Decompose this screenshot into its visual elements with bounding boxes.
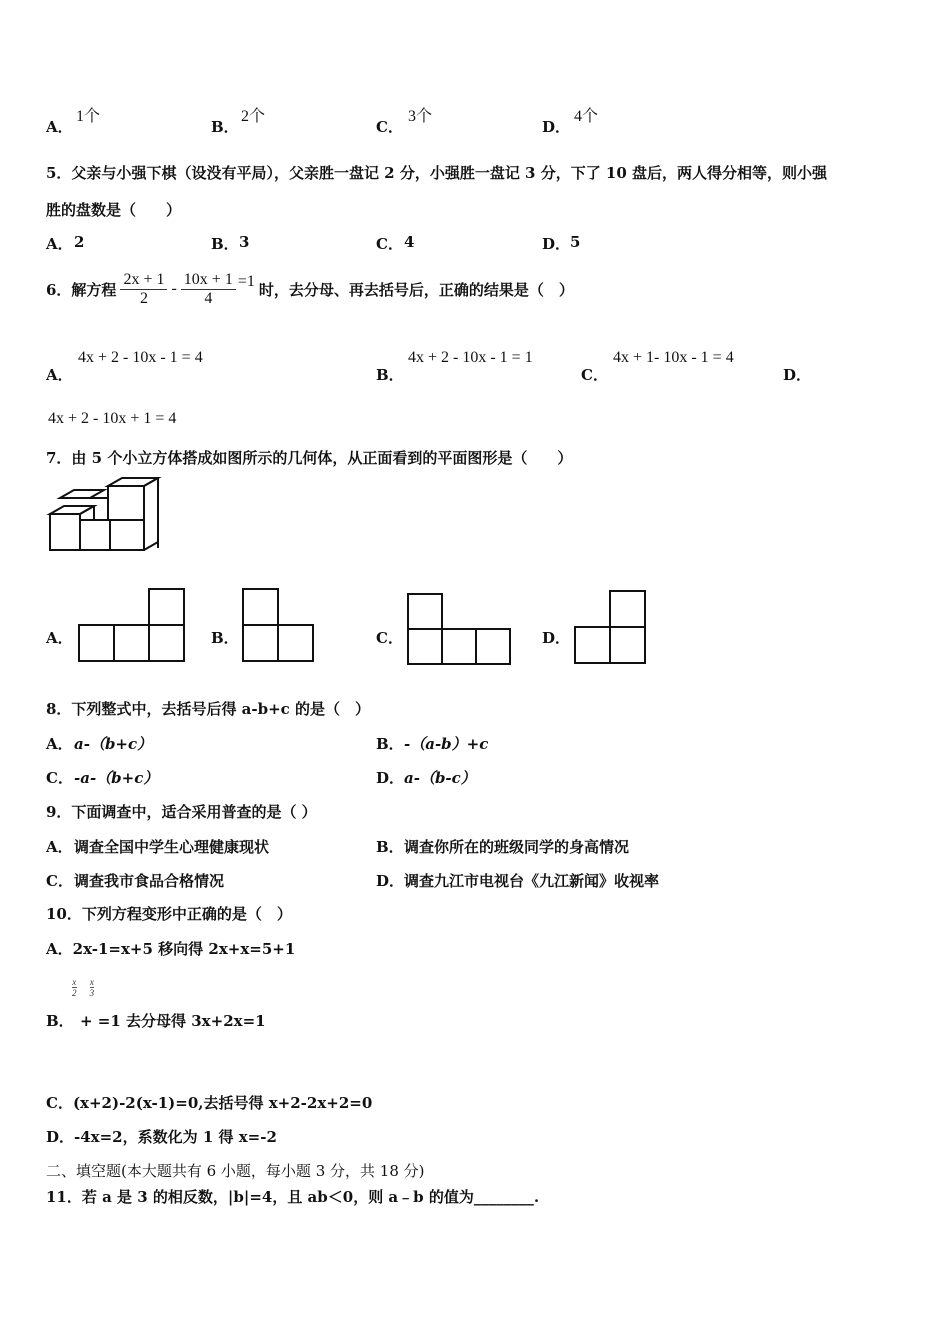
- q9-option-c-text: 调查我市食品合格情况: [74, 872, 225, 890]
- q7-option-d-figure: [572, 589, 650, 667]
- q10-option-b-fraction-2: [90, 977, 95, 998]
- q6-option-b-letter: B．: [376, 366, 404, 384]
- q6-option-c-text: 4x + 1- 10x - 1 = 4: [613, 349, 734, 366]
- q7-option-b-figure: [240, 587, 318, 665]
- q4-option-c-letter: C．: [376, 118, 403, 136]
- q7-option-c-figure: [405, 592, 517, 668]
- cube-front-left: [50, 514, 80, 550]
- q6-option-a-letter: A．: [46, 366, 73, 384]
- q9-stem: 9．下面调查中，适合采用普查的是（ ）: [46, 803, 317, 821]
- square: [243, 625, 278, 661]
- cube-front-middle: [80, 520, 110, 550]
- cube-top-back: [60, 490, 104, 498]
- square: [442, 629, 476, 664]
- square: [79, 625, 114, 661]
- cube-edge: [144, 542, 158, 550]
- q6-minus: -: [171, 280, 177, 297]
- q8-option-a-letter: A．: [46, 735, 73, 753]
- cube-edge: [144, 478, 158, 486]
- q6-fraction-1: [120, 271, 167, 308]
- q9-option-c-letter: C．: [46, 872, 73, 890]
- q8-option-d-letter: D．: [376, 769, 405, 787]
- q6-fraction-2: [181, 271, 236, 308]
- q6-option-d-letter: D．: [783, 366, 812, 384]
- q6-option-b-text: 4x + 2 - 10x - 1 = 1: [408, 349, 533, 366]
- q4-option-c-text: 3个: [408, 108, 433, 125]
- q5-option-b-text: 3: [239, 233, 250, 251]
- q8-option-a-text: a-（b+c）: [74, 735, 153, 753]
- q4-option-a-text: 1个: [76, 108, 101, 125]
- square: [610, 627, 645, 663]
- q6-fraction-2-denominator: 4: [204, 289, 213, 307]
- q9-option-d-letter: D．: [376, 872, 405, 890]
- q10-option-b-fraction-2-numerator: x: [89, 977, 94, 987]
- q6-stem-prefix: 6．解方程: [46, 280, 117, 299]
- q9-option-d-text: 调查九江市电视台《九江新闻》收视率: [404, 872, 660, 890]
- q5-option-d-text: 5: [570, 233, 581, 251]
- q5-option-c-text: 4: [404, 233, 415, 251]
- square: [243, 589, 278, 625]
- q8-option-b-text: -（a-b）+c: [404, 735, 489, 753]
- q8-option-c-letter: C．: [46, 769, 73, 787]
- q7-option-c-letter: C．: [376, 629, 403, 647]
- q7-option-a-letter: A．: [46, 629, 73, 647]
- q6-stem: [46, 264, 574, 314]
- q11-stem: 11．若 a 是 3 的相反数，|b|=4，且 ab＜0，则 a﹣b 的值为________.: [46, 1188, 540, 1206]
- q6-fraction-2-numerator: 10x + 1: [181, 271, 236, 290]
- q6-option-d-text: 4x + 2 - 10x + 1 = 4: [48, 410, 177, 427]
- q6-fraction-1-denominator: 2: [139, 289, 148, 307]
- square: [149, 625, 184, 661]
- cube-upper-right: [108, 486, 144, 520]
- square: [278, 625, 313, 661]
- q9-option-b-letter: B．: [376, 838, 404, 856]
- q6-equals: =1: [237, 273, 255, 290]
- cube-edge: [80, 506, 94, 514]
- q8-option-c-text: -a-（b+c）: [74, 769, 159, 787]
- q10-option-b-text: + =1 去分母得 3x+2x=1: [80, 1012, 266, 1030]
- q10-option-b-fraction-1-denominator: 2: [72, 988, 77, 998]
- q7-option-a-figure: [76, 587, 188, 665]
- q10-option-b-letter: B．: [46, 1012, 74, 1030]
- q7-solid-figure: [44, 476, 164, 558]
- q9-option-b-text: 调查你所在的班级同学的身高情况: [404, 838, 630, 856]
- q6-fraction-1-numerator: 2x + 1: [120, 271, 167, 290]
- q10-option-b-fraction-2-denominator: 3: [89, 988, 95, 998]
- q5-stem-line1: 5．父亲与小强下棋（设没有平局），父亲胜一盘记 2 分，小强胜一盘记 3 分，下了 10 盘后，两人得分相等，则小强: [46, 164, 828, 182]
- square: [408, 594, 442, 629]
- q10-option-d: D．-4x=2，系数化为 1 得 x=-2: [46, 1128, 277, 1146]
- q6-option-a-text: 4x + 2 - 10x - 1 = 4: [78, 349, 203, 366]
- cube-front-right: [110, 520, 144, 550]
- q4-option-a-letter: A．: [46, 118, 73, 136]
- q5-option-a-letter: A．: [46, 235, 73, 253]
- q10-stem: 10．下列方程变形中正确的是（ ）: [46, 905, 292, 923]
- q4-option-d-letter: D．: [542, 118, 571, 136]
- q10-option-b-fraction-1: [72, 977, 77, 998]
- q8-option-b-letter: B．: [376, 735, 404, 753]
- q5-option-d-letter: D．: [542, 235, 571, 253]
- square: [149, 589, 184, 625]
- q9-option-a-text: 调查全国中学生心理健康现状: [74, 838, 270, 856]
- q8-option-d-text: a-（b-c）: [404, 769, 476, 787]
- q10-option-b-fractions: [72, 977, 94, 998]
- q10-option-b-fraction-1-numerator: x: [72, 977, 77, 987]
- q5-option-c-letter: C．: [376, 235, 403, 253]
- q5-option-b-letter: B．: [211, 235, 239, 253]
- q7-option-b-letter: B．: [211, 629, 239, 647]
- q4-option-d-text: 4个: [574, 108, 599, 125]
- square: [476, 629, 510, 664]
- q10-option-a: A．2x-1=x+5 移向得 2x+x=5+1: [46, 940, 296, 958]
- q6-stem-suffix: 时，去分母、再去括号后，正确的结果是（ ）: [258, 280, 574, 299]
- q10-option-c: C．(x+2)-2(x-1)=0,去括号得 x+2-2x+2=0: [46, 1094, 373, 1112]
- square: [610, 591, 645, 627]
- square: [408, 629, 442, 664]
- square: [114, 625, 149, 661]
- q7-stem: 7．由 5 个小立方体搭成如图所示的几何体，从正面看到的平面图形是（ ）: [46, 449, 573, 467]
- q9-option-a-letter: A．: [46, 838, 73, 856]
- q4-option-b-letter: B．: [211, 118, 239, 136]
- q5-stem-line2: 胜的盘数是（ ）: [46, 201, 182, 219]
- q5-option-a-text: 2: [74, 233, 85, 251]
- q4-option-b-text: 2个: [241, 108, 266, 125]
- q8-stem: 8．下列整式中，去括号后得 a-b+c 的是（ ）: [46, 700, 371, 718]
- q7-option-d-letter: D．: [542, 629, 571, 647]
- square: [575, 627, 610, 663]
- section-2-title: 二、填空题(本大题共有 6 小题，每小题 3 分，共 18 分): [46, 1162, 425, 1180]
- q6-option-c-letter: C．: [581, 366, 608, 384]
